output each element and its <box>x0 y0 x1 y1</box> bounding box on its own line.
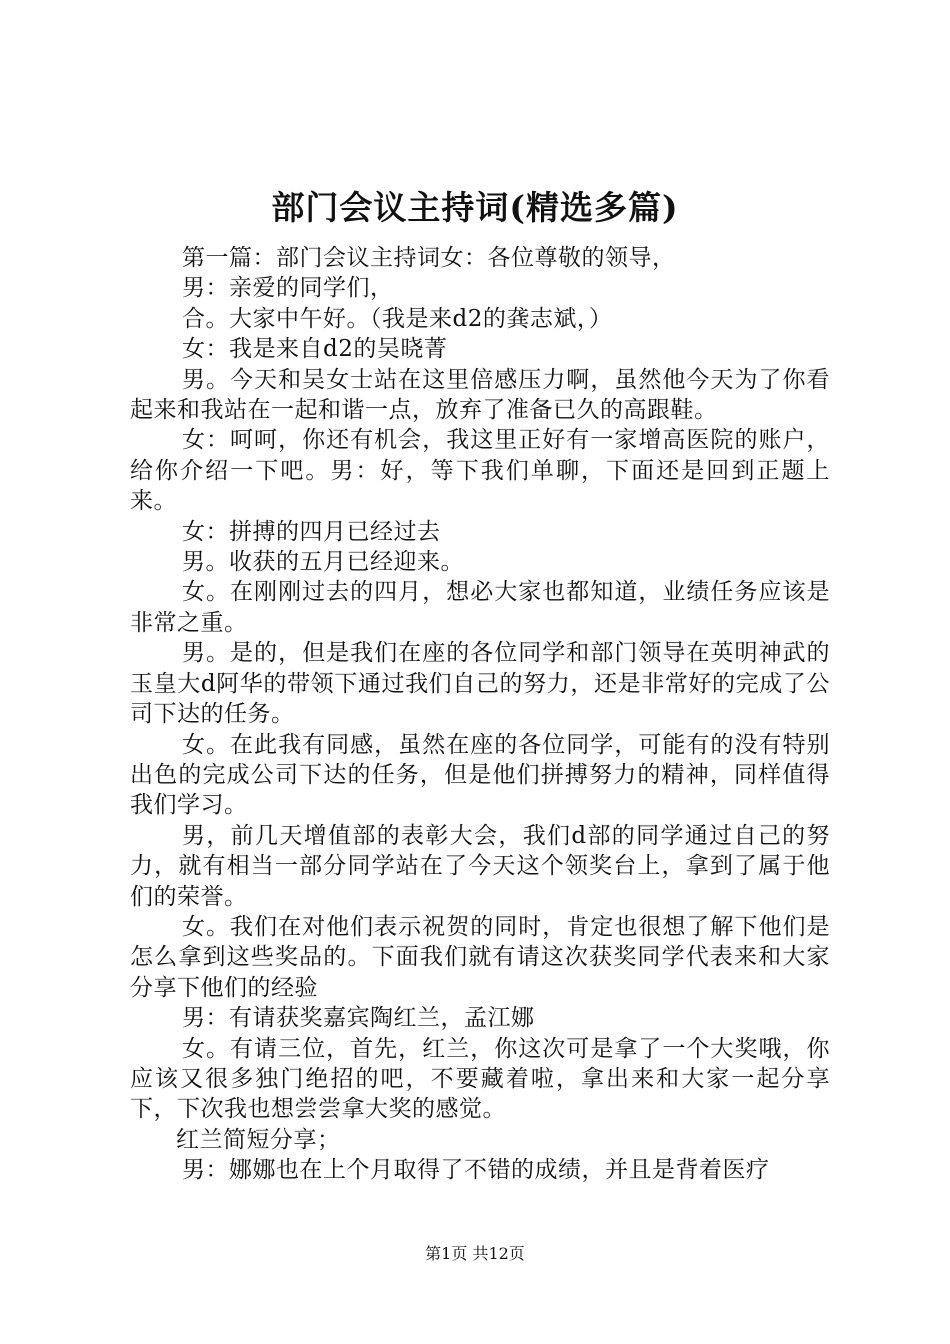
paragraph: 男。收获的五月已经迎来。 <box>182 549 464 576</box>
paragraph: 女。在此我有同感，虽然在座的各位同学，可能有的没有特别出色的完成公司下达的任务，但是他们拼搏努力的精神，同样值得我们学习。 <box>130 731 830 819</box>
paragraph: 男，前几天增值部的表彰大会，我们d部的同学通过自己的努力，就有相当一部分同学站在了今天这个领奖台上，拿到了属于他们的荣誉。 <box>130 822 830 910</box>
paragraph: 男：有请获奖嘉宾陶红兰，孟江娜 <box>182 1005 535 1032</box>
document-body <box>130 243 830 1186</box>
paragraph: 女。我们在对他们表示祝贺的同时，肯定也很想了解下他们是怎么拿到这些奖品的。下面我们就有请这次获奖同学代表来和大家分享下他们的经验 <box>130 913 830 1001</box>
paragraph: 第一篇：部门会议主持词女：各位尊敬的领导， <box>182 245 676 271</box>
paragraph: 女。在刚刚过去的四月，想必大家也都知道，业绩任务应该是非常之重。 <box>130 579 830 636</box>
paragraph: 女：拼搏的四月已经过去 <box>182 518 441 545</box>
paragraph: 男：亲爱的同学们， <box>182 275 394 302</box>
paragraph: 女：呵呵，你还有机会，我这里正好有一家增高医院的账户，给你介绍一下吧。男：好，等下我们单聊，下面还是回到正题上来。 <box>130 427 830 515</box>
paragraph: 女：我是来自d2的吴晓菁 <box>182 336 448 363</box>
paragraph: 男。是的，但是我们在座的各位同学和部门领导在英明神武的玉皇大d阿华的带领下通过我们自己的努力，还是非常好的完成了公司下达的任务。 <box>130 640 830 728</box>
document-title: 部门会议主持词(精选多篇) <box>271 188 679 227</box>
paragraph: 男：娜娜也在上个月取得了不错的成绩，并且是背着医疗 <box>182 1157 770 1184</box>
paragraph: 女。有请三位，首先，红兰，你这次可是拿了一个大奖哦，你应该又很多独门绝招的吧，不要藏着啦，拿出来和大家一起分享下，下次我也想尝尝拿大奖的感觉。 <box>130 1035 830 1123</box>
paragraph: 男。今天和吴女士站在这里倍感压力啊，虽然他今天为了你看起来和我站在一起和谐一点，放弃了准备已久的高跟鞋。 <box>130 366 830 424</box>
paragraph: 红兰简短分享； <box>176 1126 341 1153</box>
page-number: 第1页 共12页 <box>425 1244 525 1263</box>
paragraph: 合。大家中午好。（我是来d2的龚志斌，） <box>182 305 613 332</box>
